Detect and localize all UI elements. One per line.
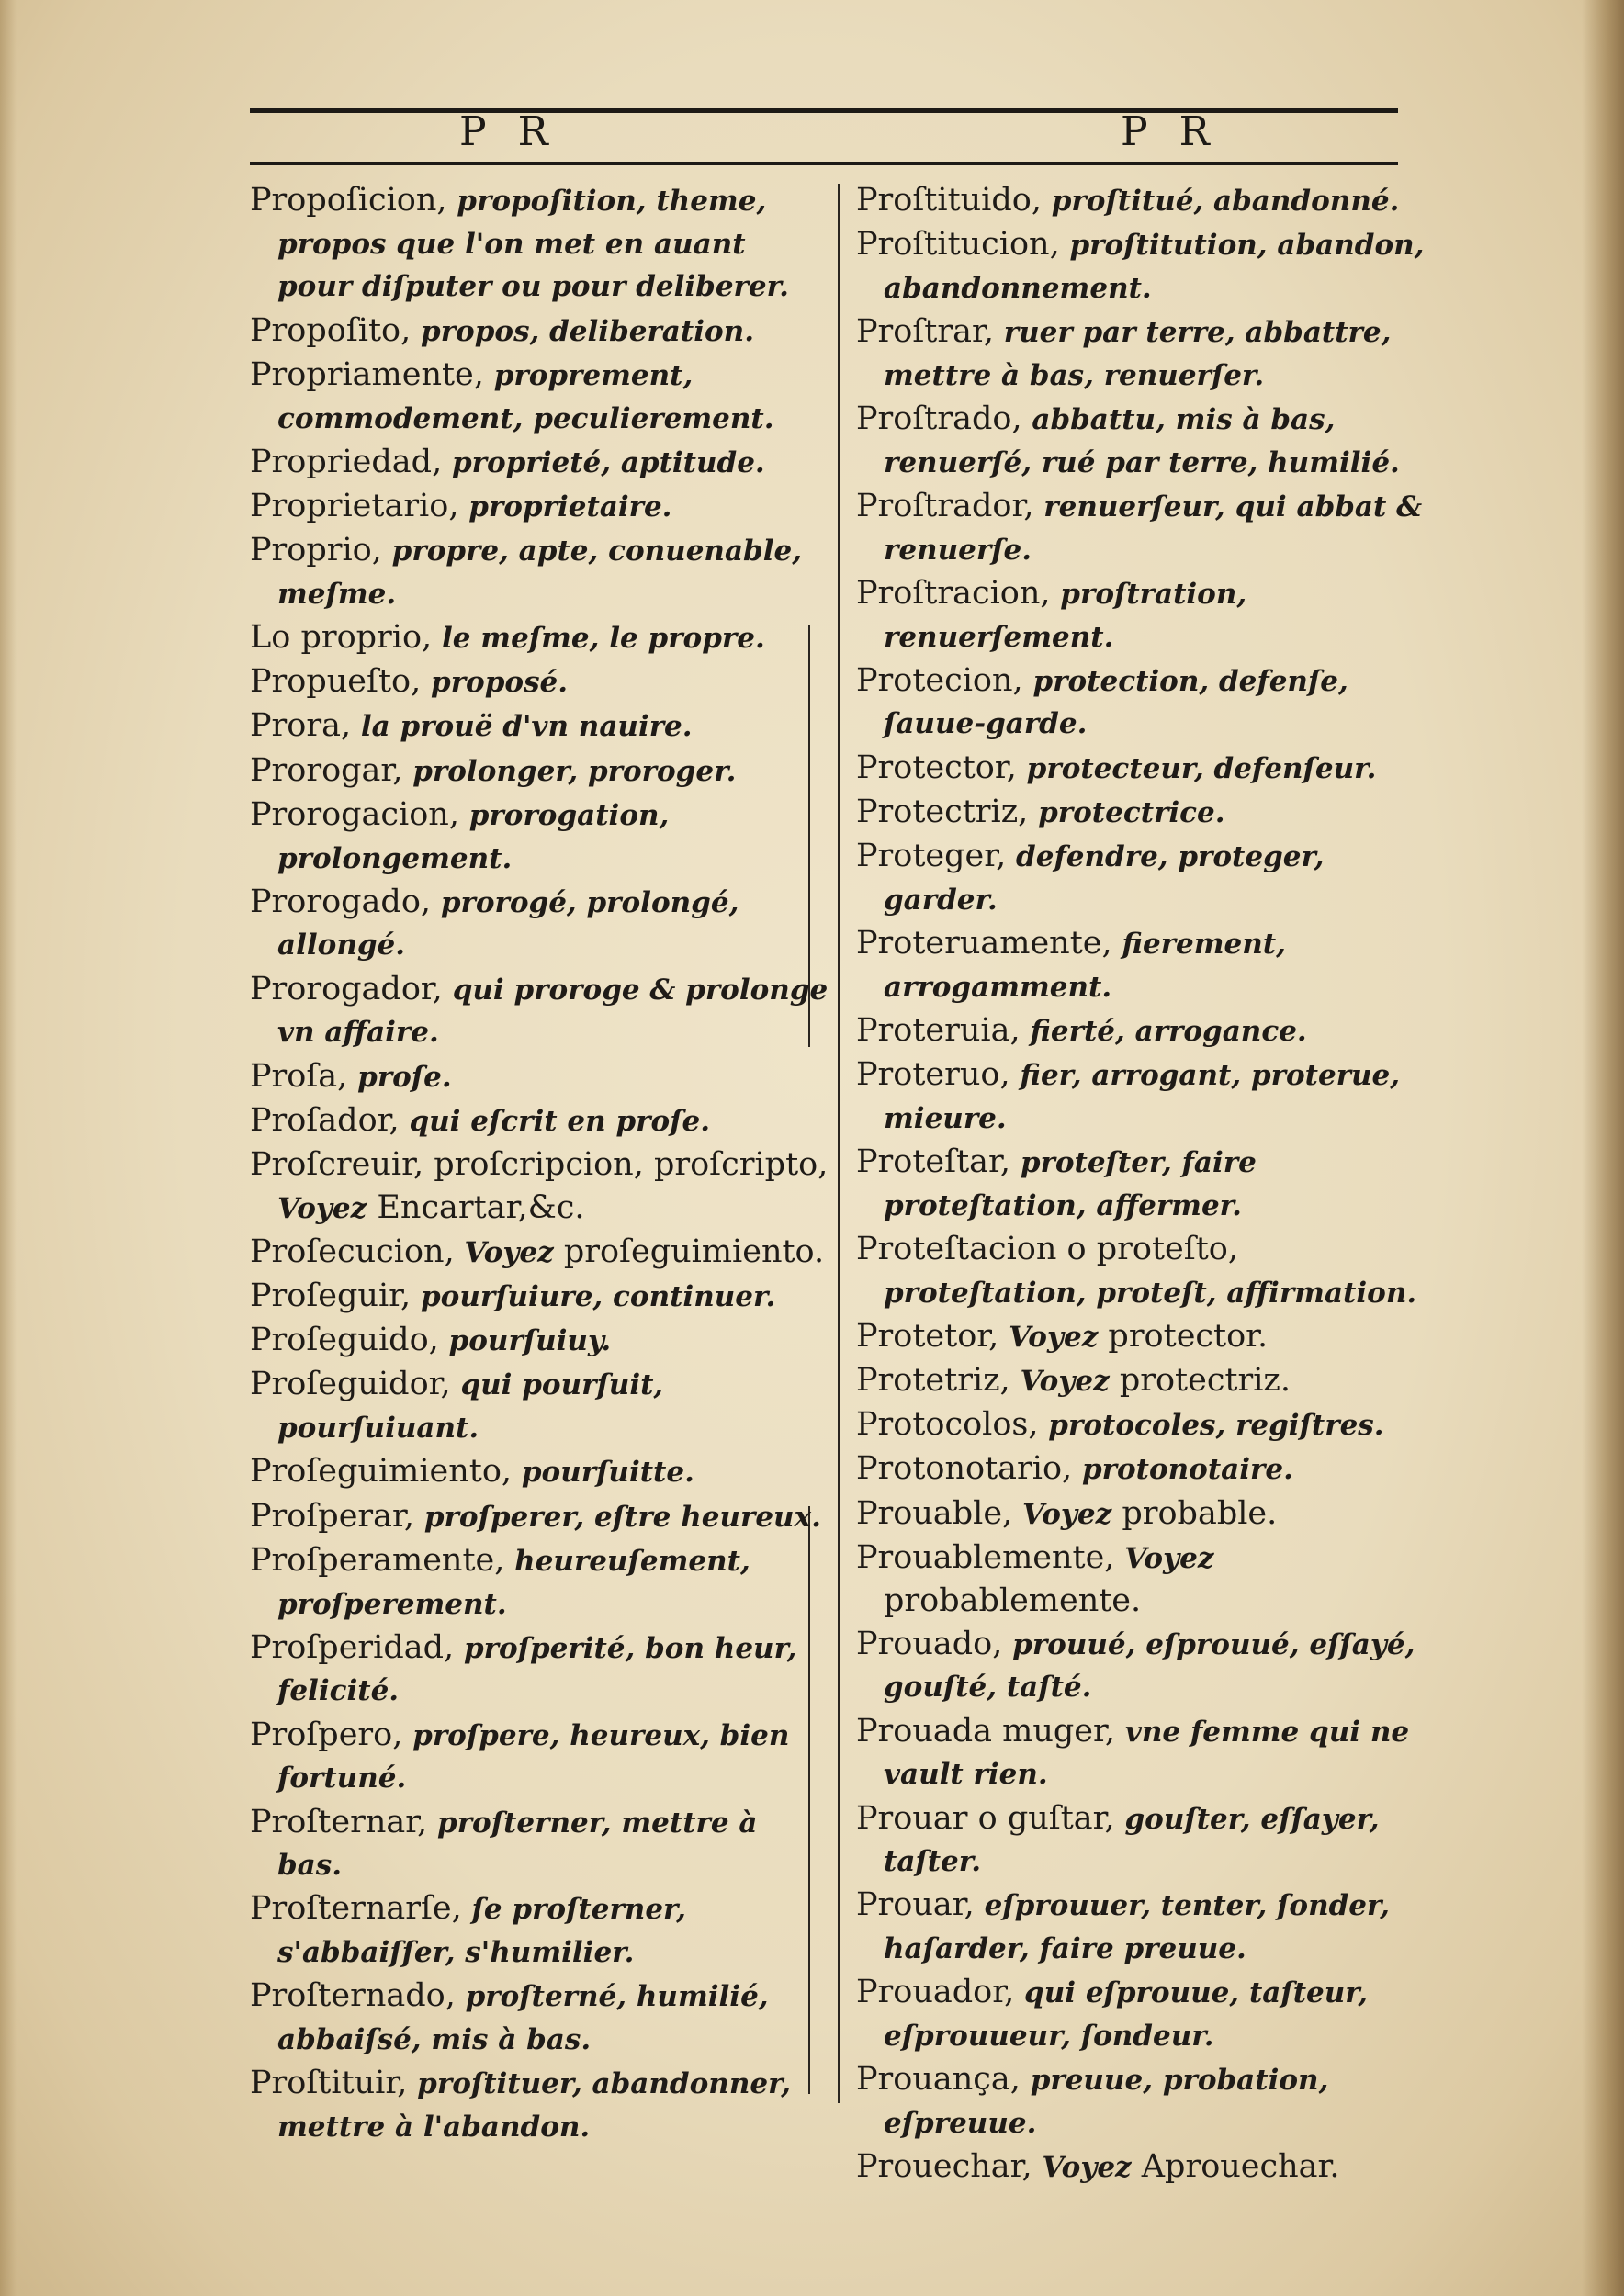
dictionary-entry [856,1316,1426,1359]
dictionary-entry [250,1888,829,1974]
entry-headword: Prouado, [856,1625,1003,1662]
dictionary-entry [856,792,1426,835]
entry-definition: pourſuiure, continuer. [411,1280,776,1314]
dictionary-entry [250,750,829,793]
entry-headword: Proſternar, [250,1803,428,1840]
entry-headword: Proſpero, [250,1716,403,1753]
entry-headword: Proprio, [250,532,382,569]
entry-cross-reference: Aprouechar. [1131,2148,1340,2186]
dictionary-entry [250,2063,829,2148]
entry-headword: Protetor, [856,1317,999,1355]
entry-definition: heureuſement, proſperement. [277,1544,750,1621]
dictionary-entry [856,836,1426,921]
dictionary-entry [250,1540,829,1626]
entry-definition: proſperer, eſtre heureux. [414,1500,821,1534]
dictionary-entry [250,794,829,880]
dictionary-entry [250,1627,829,1713]
dictionary-entry [856,1054,1426,1140]
header-rule-top [250,108,1398,113]
entry-headword: Proſperidad, [250,1628,455,1666]
entry-headword: Proſtituido, [856,182,1042,219]
entry-definition: prolonger, proroger. [402,754,737,788]
dictionary-entry [856,1448,1426,1491]
entry-headword: Protetriz, [856,1361,1010,1399]
entry-cross-reference: proſeguimiento. [553,1232,825,1270]
entry-definition: protonotaire. [1072,1453,1293,1487]
entry-definition: ruer par terre, abbattre, mettre à bas, renuerſer. [884,316,1392,392]
entry-headword: Prouador, [856,1974,1015,2011]
dictionary-entry [856,180,1426,223]
dictionary-entry [856,660,1426,746]
column-divider [838,184,840,2103]
entry-headword: Protecion, [856,661,1023,699]
dictionary-entry [250,1276,829,1319]
dictionary-entry [856,1142,1426,1227]
entry-definition: Voyez [1032,2151,1132,2185]
entry-headword: Proteſtar, [856,1142,1011,1180]
entry-headword: Proſeguido, [250,1322,439,1359]
entry-definition: proſterné, humilié, abbaiſsé, mis à bas. [277,1980,769,2057]
dictionary-entry [856,2059,1426,2144]
entry-headword: Proſternarſe, [250,1890,462,1928]
entry-definition: pourſuiuy. [438,1324,612,1358]
entry-definition: defendre, proteger, garder. [884,840,1325,917]
entry-headword: Lo proprio, [250,619,433,657]
entry-headword: Proteruamente, [856,924,1112,962]
entry-headword: Prorogador, [250,970,443,1007]
entry-definition: proteſtation, proteſt, affirmation. [884,1276,1417,1310]
entry-headword: Proſeguimiento, [250,1453,513,1491]
dictionary-entry [856,311,1426,397]
dictionary-entry [856,1493,1426,1536]
dictionary-entry [856,2146,1426,2189]
entry-headword: Prouar o guſtar, [856,1799,1115,1837]
dictionary-entry [250,310,829,354]
entry-definition: abbattu, mis à bas, renuerſé, rué par terre, humilié. [884,403,1400,479]
entry-definition: proſtration, renuerſement. [884,577,1247,654]
entry-definition: proposé. [421,666,569,700]
dictionary-entry [856,1885,1426,1970]
dictionary-entry [250,486,829,529]
entry-definition: fierté, arrogance. [1020,1014,1307,1048]
dictionary-entry [250,705,829,748]
running-head-left: P R [459,108,558,155]
dictionary-entry [856,1360,1426,1403]
entry-headword: Proſcreuir, proſcripcion, proſcripto, [250,1145,829,1183]
entry-headword: Proſperamente, [250,1541,505,1579]
dictionary-entry [250,882,829,967]
entry-definition: Voyez [454,1235,554,1269]
entry-headword: Proprietario, [250,487,459,524]
entry-definition: proſtituer, abandonner, mettre à l'abandon. [277,2067,791,2144]
page-edge-shadow-left [0,0,17,2296]
entry-definition: qui proroge & prolonge vn affaire. [277,973,829,1050]
entry-headword: Proſtituir, [250,2065,408,2102]
entry-definition: proſpere, heureux, bien fortuné. [277,1718,790,1795]
entry-headword: Prouechar, [856,2148,1032,2186]
entry-cross-reference: probablemente. [884,1581,1142,1619]
entry-definition: la prouë d'vn nauire. [351,710,693,744]
entry-headword: Proſtracion, [856,574,1051,612]
entry-headword: Proteger, [856,838,1007,875]
entry-headword: Prouar, [856,1886,975,1924]
entry-headword: Propoſito, [250,311,412,349]
entry-headword: Proteruo, [856,1056,1010,1094]
dictionary-entry [250,442,829,485]
dictionary-entry [250,1802,829,1887]
entry-headword: Protectriz, [856,793,1029,830]
entry-definition: Voyez [998,1320,1099,1354]
entry-headword: Proſador, [250,1101,400,1139]
entry-definition: gouſter, eſſayer, taſter. [884,1802,1380,1879]
entry-definition: qui pourſuit, pourſuiuant. [277,1368,664,1446]
entry-headword: Propriamente, [250,355,484,393]
entry-headword: Protocolos, [856,1406,1039,1444]
left-column [250,180,829,2150]
entry-definition: proprement, commodement, peculierement. [277,358,774,435]
entry-cross-reference: probable. [1111,1494,1278,1532]
dictionary-entry [250,1100,829,1143]
entry-definition: protocoles, regiſtres. [1038,1409,1384,1443]
dictionary-entry [856,486,1426,571]
dictionary-entry [250,355,829,440]
entry-definition: protectrice. [1028,795,1225,829]
entry-definition: proſtitué, abandonné. [1041,185,1400,218]
entry-definition: fierement, arrogamment. [884,927,1286,1004]
dictionary-entry [250,969,829,1054]
entry-headword: Proſeguidor, [250,1366,451,1403]
entry-headword: Prouança, [856,2061,1021,2099]
dictionary-entry [250,1320,829,1363]
entry-headword: Proſtitucion, [856,226,1060,264]
entry-headword: Prora, [250,707,352,745]
entry-headword: Proſternado, [250,1977,456,2015]
entry-headword: Proteruia, [856,1011,1021,1049]
dictionary-entry [250,1451,829,1494]
dictionary-entry [856,1624,1426,1709]
entry-cross-reference: protectriz. [1109,1361,1291,1399]
entry-definition: prouué, eſprouué, eſſayé, gouſté, taſté. [884,1627,1415,1705]
entry-definition: le meſme, le propre. [432,622,765,656]
dictionary-entry [250,1232,829,1275]
entry-headword: Prouable, [856,1494,1013,1532]
dictionary-entry [250,530,829,615]
entry-definition: Voyez [1009,1364,1110,1398]
entry-definition: Voyez [1012,1497,1112,1531]
entry-definition: propre, apte, conuenable, meſme. [277,535,803,611]
entry-definition: ſe proſterner, s'abbaiſſer, s'humilier. [277,1893,686,1970]
entry-headword: Proſperar, [250,1497,415,1535]
dictionary-entry [856,1404,1426,1447]
entry-definition: propos, deliberation. [411,314,754,348]
dictionary-entry [250,617,829,660]
entry-definition: Voyez [277,1191,367,1225]
entry-definition: qui eſprouue, taſteur, eſprouueur, ſondeur. [884,1976,1369,2054]
entry-definition: prorogé, prolongé, allongé. [277,885,739,962]
dictionary-entry [250,180,829,309]
entry-definition: prorogation, prolongement. [277,798,670,875]
entry-headword: Proſecucion, [250,1232,455,1270]
entry-definition: fier, arrogant, proterue, mieure. [884,1059,1401,1135]
entry-headword: Proſa, [250,1057,348,1095]
dictionary-entry [856,1537,1426,1622]
entry-definition: proſe. [347,1060,452,1094]
dictionary-entry [250,1144,829,1230]
entry-definition: preuue, probation, eſpreuue. [884,2064,1329,2140]
entry-definition: proſtitution, abandon, abandonnement. [884,229,1425,305]
dictionary-entry [856,748,1426,791]
dictionary-entry [250,661,829,704]
entry-headword: Proſeguir, [250,1277,412,1315]
entry-definition: renuerſeur, qui abbat & renuerſe. [884,490,1423,567]
dictionary-entry [250,1364,829,1449]
entry-definition: proſperité, bon heur, felicité. [277,1631,797,1708]
entry-headword: Proſtrado, [856,400,1022,438]
entry-headword: Propueſto, [250,663,422,701]
entry-cross-reference: Encartar,&c. [367,1188,585,1226]
dictionary-entry [250,1975,829,2061]
running-head-right: P R [1121,108,1219,155]
entry-definition: eſprouuer, tenter, ſonder, haſarder, faire preuue. [884,1889,1390,1966]
dictionary-entry [856,573,1426,658]
entry-headword: Propoſicion, [250,182,447,219]
dictionary-entry [856,1010,1426,1053]
entry-headword: Proſtrador, [856,487,1034,524]
dictionary-entry [250,1496,829,1539]
entry-definition: pourſuitte. [512,1456,694,1490]
entry-headword: Prorogado, [250,883,432,920]
right-column [856,180,1426,2190]
dictionary-entry [856,1798,1426,1884]
dictionary-entry [856,923,1426,1008]
entry-definition: proprieté, aptitude. [442,445,765,479]
dictionary-entry [250,1715,829,1800]
page-edge-shadow-right [1582,0,1624,2296]
entry-headword: Prouada muger, [856,1712,1116,1750]
header-rule-bottom [250,162,1398,165]
dictionary-entry [856,1229,1426,1314]
entry-headword: Proſtrar, [856,313,994,351]
entry-definition: propoſition, theme, propos que l'on met en auant pour diſputer ou pour deliberer. [277,185,789,304]
entry-cross-reference: protector. [1098,1317,1269,1355]
entry-headword: Proteſtacion o proteſto, [856,1230,1238,1267]
entry-definition: vne femme qui ne vault rien. [884,1715,1410,1792]
entry-definition: proſterner, mettre à bas. [277,1806,758,1883]
entry-definition: qui eſcrit en proſe. [399,1104,710,1138]
entry-definition: protecteur, defenſeur. [1016,751,1377,785]
entry-headword: Protonotario, [856,1450,1073,1488]
entry-definition: protection, defenſe, ſauue-garde. [884,664,1348,741]
entry-headword: Prorogar, [250,751,403,789]
entry-headword: Prorogacion, [250,795,459,833]
entry-definition: proteſter, faire proteſtation, affermer. [884,1145,1257,1222]
dictionary-entry [856,399,1426,484]
dictionary-entry [856,224,1426,310]
dictionary-entry [856,1972,1426,2057]
dictionary-entry [856,1711,1426,1796]
dictionary-entry [250,1056,829,1099]
entry-headword: Propriedad, [250,443,443,480]
entry-definition: Voyez [1114,1541,1214,1575]
entry-headword: Prouablemente, [856,1538,1115,1576]
entry-definition: proprietaire. [458,490,672,523]
entry-headword: Protector, [856,748,1017,786]
